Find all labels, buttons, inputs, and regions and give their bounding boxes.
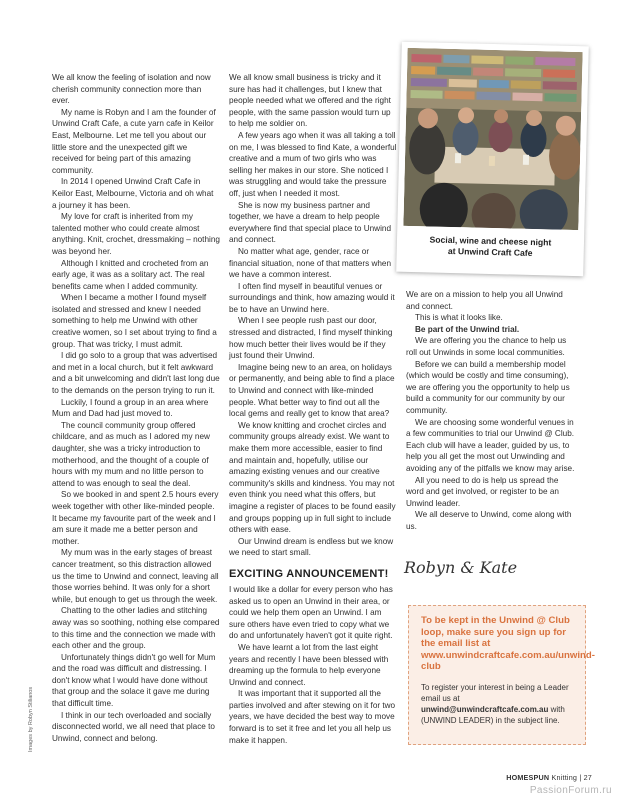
page-number: 27 [583,773,592,782]
paragraph: We are offering you the chance to help us roll out Unwinds in some local communities. [406,336,567,357]
article-column-1 [52,72,220,744]
paragraph: Luckily, I found a group in an area where Mum and Dad had just moved to. [52,397,209,419]
paragraph: Before we can build a membership model (which would be costly and time consuming), we are offering you the opportunity to help us build a community for our community by our community. [406,359,570,415]
paragraph: Although I knitted and crocheted from an early age, it was as a solitary act. The real benefits came when I added community. [52,258,209,291]
signature: Robyn & Kate [404,558,518,577]
info-box-title: To be kept in the Unwind @ Club loop, make sure you sign up for the email list at www.unwindcraftcafe.com.au/unwind-club [421,615,595,673]
page-footer [506,773,592,782]
paragraph: We are on a mission to help you all Unwind and connect. [406,290,563,311]
paragraph: We are choosing some wonderful venues in a few communities to trial our Unwind @ Club. Each club will have a leader, guided by us, to help you all get the most out Unwinding and avoiding any of the pitfalls we know may arise. [406,417,575,473]
paragraph: Unfortunately things didn't go well for Mum and the road was difficult and distressing. I don't know what I would have done without that group and the solace it gave me during that difficult time. [52,652,216,709]
paragraph: The council community group offered childcare, and as much as I adored my new daughter, she was a tricky introduction to motherhood, and the thought of a couple of hours with my mum and no little person to attend to was enough to seal the deal. [52,420,210,488]
article-column-3 [406,289,578,532]
paragraph: My mum was in the early stages of breast cancer treatment, so this distraction allowed us the time to Unwind and connect, leaving all those worries behind. It was only for a short while, but enough to get us through the week. [52,548,219,604]
paragraph: I did go solo to a group that was advertised and met in a local church, but it felt awkward and a bit unwelcoming and didn't last long due to the demands on the person trying to run it. [52,351,220,396]
paragraph: We know knitting and crochet circles and community groups already exist. We want to make them more accessible, easier to find and maintain and, hopefully, utilise our amazing existing venues and our creative community's skills and kindness. You may not even think you need what this offers, but imagine a register of places to be found easily and groups popping up in full sight to include others with ease. [229,420,396,535]
section-heading: EXCITING ANNOUNCEMENT! [229,567,389,580]
image-credit: Images by Robyn Stilianos [28,686,34,752]
bold-paragraph: Be part of the Unwind trial. [415,324,520,334]
article-column-2 [229,72,397,746]
paragraph: Imagine being new to an area, on holidays or permanently, and being able to find a place to Unwind and connect with like-minded people. What better way to find out all the local gems and really get to know that area? [229,362,395,419]
info-text-pre: To register your interest in being a Leader email us at [421,682,569,703]
paragraph: We all know small business is tricky and it sure has had it challenges, but I knew that people needed what we offered and the right people, with the same passion would turn up to help me soldier on. [229,73,391,129]
paragraph: When I became a mother I found myself isolated and stressed and knew I needed something to help me Unwind with other creative women, so I set about trying to find a group. That was tricky, I must admit. [52,293,217,349]
cafe-photo [403,48,582,230]
paragraph: I often find myself in beautiful venues or surroundings and think, how amazing would it be to have an Unwind here. [229,281,395,314]
paragraph: In 2014 I opened Unwind Craft Cafe in Keilor East, Melbourne, Victoria and oh what a journey it has been. [52,177,214,210]
email-link[interactable]: unwind@unwindcraftcafe.com.au [421,704,549,714]
paragraph: Our Unwind dream is endless but we know we need to start small. [229,536,394,558]
paragraph: Chatting to the other ladies and stitching away was so soothing, nothing else compared to this time and the connection we made with each other and the group. [52,606,220,651]
paragraph: It was important that it supported all the parties involved and after stewing on it for two years, we have decided the best way to move forward is to set it free and let you all help us make it happen. [229,689,396,745]
paragraph: A few years ago when it was all taking a toll on me, I was blessed to find Kate, a wonderful creative and a mum of two girls who was selling her makes in our store. She noticed I was struggling and would take the pressure off, just when I needed it most. [229,130,397,198]
watermark: PassionForum.ru [529,785,612,796]
photo-card [396,42,589,277]
paragraph: We have learnt a lot from the last eight years and recently I have been blessed with dreaming up the formula to help everyone Unwind and connect. [229,642,389,687]
photo-caption [403,234,578,260]
paragraph: I would like a dollar for every person who has asked us to open an Unwind in their area, or could we help them open an Unwind. I am sure others have even tried to copy what we do and unfortunately haven't got it quite right. [229,584,393,641]
paragraph: My name is Robyn and I am the founder of Unwind Craft Cafe, a cute yarn cafe in Keilor East, Melbourne. Let me tell you about our little store and the unexpected gift we received for being part of this amazing community. [52,107,216,175]
info-text-post: with (UNWIND LEADER) in the subject line. [421,704,565,725]
info-box-text [421,682,575,726]
paragraph: We all deserve to Unwind, come along with us. [406,510,572,531]
paragraph: I think in our tech overloaded and socially disconnected world, we all need that place to Unwind, connect and belong. [52,710,215,743]
footer-separator: | [579,773,582,782]
caption-line: Social, wine and cheese night [429,234,552,248]
paragraph: When I see people rush past our door, stressed and distracted, I find myself thinking how much better their lives would be if they just found their Unwind. [229,316,393,361]
paragraph: No matter what age, gender, race or financial situation, none of that matters when we have a common interest. [229,246,392,280]
paragraph: She is now my business partner and together, we have a dream to help people everywhere find that special place to Unwind and connect. [229,200,392,245]
footer-brand: HOMESPUN [506,773,550,782]
paragraph: So we booked in and spent 2.5 hours every week together with other like-minded people. It became my favourite part of the week and I am sure it made me a better person and mother. [52,490,219,546]
footer-section: Knitting [551,773,578,782]
paragraph: My love for craft is inherited from my talented mother who could create almost anything. Knit, crochet, dressmaking – nothing was beyond her. [52,212,220,256]
info-box [408,605,595,745]
paragraph: We all know the feeling of isolation and now cherish community connection more than ever. [52,73,211,106]
paragraph: This is what it looks like. [415,313,503,323]
paragraph: All you need to do is help us spread the word and get involved, or register to be an Unwind leader. [406,475,559,508]
caption-line: at Unwind Craft Cafe [447,245,533,259]
